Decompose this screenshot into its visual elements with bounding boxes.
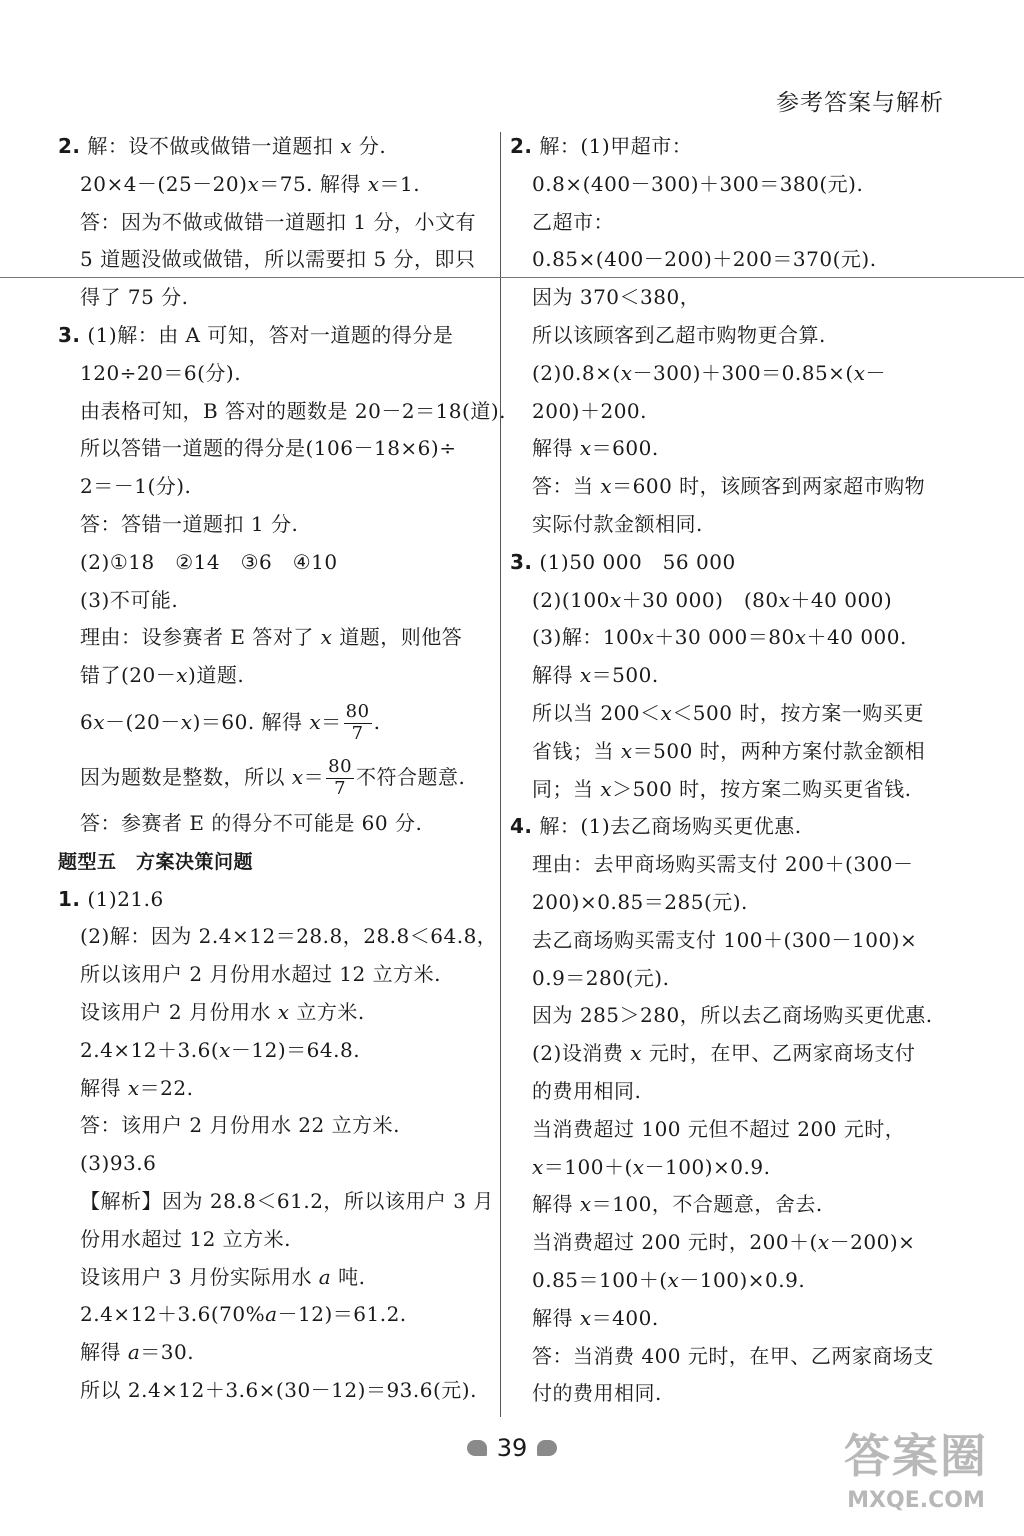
watermark [826,1426,1006,1526]
leaf-icon [537,1440,557,1456]
right-text-line: 理由：去甲商场购买需支付 200＋(300－ [532,852,914,877]
left-text-line: 理由：设参赛者 E 答对了 x 道题，则他答 [80,625,463,650]
right-text-line: 答：当 x＝600 时，该顾客到两家超市购物 [532,474,926,499]
left-text-line: (2)解：因为 2.4×12＝28.8，28.8＜64.8， [80,924,498,949]
right-text-line: 2. 解：(1)甲超市： [510,134,693,158]
left-text-line: (3)不可能. [80,587,179,612]
right-text-line: 去乙商场购买需支付 100＋(300－100)× [532,927,918,952]
right-column [510,128,950,1413]
right-text-line: 当消费超过 200 元时，200＋(x－200)× [532,1230,916,1255]
right-text-line: 0.85×(400－200)＋200＝370(元). [532,247,877,272]
left-text-line: (2)①18 ②14 ③6 ④10 [80,549,338,574]
right-text-line: 解得 x＝600. [532,436,659,461]
right-text-line: 200)＋200. [532,398,648,423]
left-text-line: 答：因为不做或做错一道题扣 1 分，小文有 [80,209,476,234]
left-text-line: 答：参赛者 E 的得分不可能是 60 分. [80,810,423,835]
page-header-title: 参考答案与解析 [776,90,944,116]
left-text-line: 答：该用户 2 月份用水 22 立方米. [80,1113,400,1138]
left-text-line: 3. (1)解：由 A 可知，答对一道题的得分是 [58,322,454,347]
right-text-line: 解得 x＝100，不合题意，舍去. [532,1192,823,1217]
left-text-line: 错了(20－x)道题. [80,663,245,688]
page-number-badge [454,1428,570,1468]
right-text-line: (2)0.8×(x－300)＋300＝0.85×(x－ [532,360,887,385]
right-text-line: 的费用相同. [532,1078,642,1103]
left-text-line: 所以该用户 2 月份用水超过 12 立方米. [80,962,441,987]
left-text-line: 所以答错一道题的得分是(106－18×6)÷ [80,436,457,461]
left-text-line: 得了 75 分. [80,285,189,310]
left-text-line: 设该用户 3 月份实际用水 a 吨. [80,1264,366,1289]
left-text-line: 20×4－(25－20)x＝75. 解得 x＝1. [80,171,421,196]
left-text-line: 所以 2.4×12＋3.6×(30－12)＝93.6(元). [80,1377,477,1402]
page-number: 39 [496,1434,528,1462]
right-text-line: 4. 解：(1)去乙商场购买更优惠. [510,814,802,839]
watermark-url: MXQE.COM [847,1488,985,1513]
left-text-line: 因为题数是整数，所以 x＝ $\frac{80}{7}$ 不符合题意. [80,756,466,799]
right-text-line: 同；当 x＞500 时，按方案二购买更省钱. [532,776,912,801]
right-text-line: x＝100＋(x－100)×0.9. [532,1154,771,1179]
left-text-line: 2＝－1(分). [80,474,192,499]
left-text-line: (3)93.6 [80,1151,157,1176]
right-text-line: 因为 285＞280，所以去乙商场购买更优惠. [532,1003,933,1028]
left-text-line: 解得 x＝22. [80,1075,194,1100]
left-text-line: 2.4×12＋3.6(x－12)＝64.8. [80,1037,361,1062]
right-text-line: 200)×0.85＝285(元). [532,889,748,914]
left-text-line: 答：答错一道题扣 1 分. [80,511,299,536]
left-column [58,128,506,1410]
left-text-line: 120÷20＝6(分). [80,360,242,385]
right-text-line: 0.9＝280(元). [532,965,670,990]
right-text-line: 解得 x＝400. [532,1305,659,1330]
right-text-line: 0.8×(400－300)＋300＝380(元). [532,171,864,196]
left-text-line: 5 道题没做或做错，所以需要扣 5 分，即只 [80,247,476,272]
right-text-line: 解得 x＝500. [532,663,659,688]
right-text-line: 0.85＝100＋(x－100)×0.9. [532,1267,806,1292]
column-divider [500,132,501,1417]
right-text-line: 因为 370＜380， [532,285,701,310]
right-text-line: 3. (1)50 000 56 000 [510,549,736,574]
left-text-line: 份用水超过 12 立方米. [80,1226,292,1251]
right-text-line: 答：当消费 400 元时，在甲、乙两家商场支 [532,1343,934,1368]
right-text-line: (2)设消费 x 元时，在甲、乙两家商场支付 [532,1041,916,1066]
right-text-line: 乙超市： [532,209,614,234]
left-text-line: 2.4×12＋3.6(70%a－12)＝61.2. [80,1302,407,1327]
right-text-line: (2)(100x＋30 000) (80x＋40 000) [532,587,893,612]
left-text-line: 解得 a＝30. [80,1340,195,1365]
left-text-line: 由表格可知，B 答对的题数是 20－2＝18(道). [80,398,506,423]
right-text-line: 所以该顾客到乙超市购物更合算. [532,322,826,347]
right-text-line: 付的费用相同. [532,1381,662,1406]
right-text-line: (3)解：100x＋30 000＝80x＋40 000. [532,625,907,650]
left-text-line: 设该用户 2 月份用水 x 立方米. [80,999,365,1024]
left-text-line: 2. 解：设不做或做错一道题扣 x 分. [58,134,387,158]
section-heading: 题型五 方案决策问题 [58,850,254,873]
watermark-logo: 答案圈 [844,1429,988,1483]
right-text-line: 省钱；当 x＝500 时，两种方案付款金额相 [532,738,926,763]
left-text-line: 6x－(20－x)＝60. 解得 x＝ $\frac{80}{7}$ . [80,701,381,744]
right-text-line: 所以当 200＜x＜500 时，按方案一购买更 [532,700,924,725]
left-text-line: 【解析】因为 28.8＜61.2，所以该用户 3 月 [80,1188,494,1213]
leaf-icon [467,1440,487,1456]
right-text-line: 实际付款金额相同. [532,511,703,536]
left-text-line: 1. (1)21.6 [58,886,164,911]
right-text-line: 当消费超过 100 元但不超过 200 元时， [532,1116,906,1141]
